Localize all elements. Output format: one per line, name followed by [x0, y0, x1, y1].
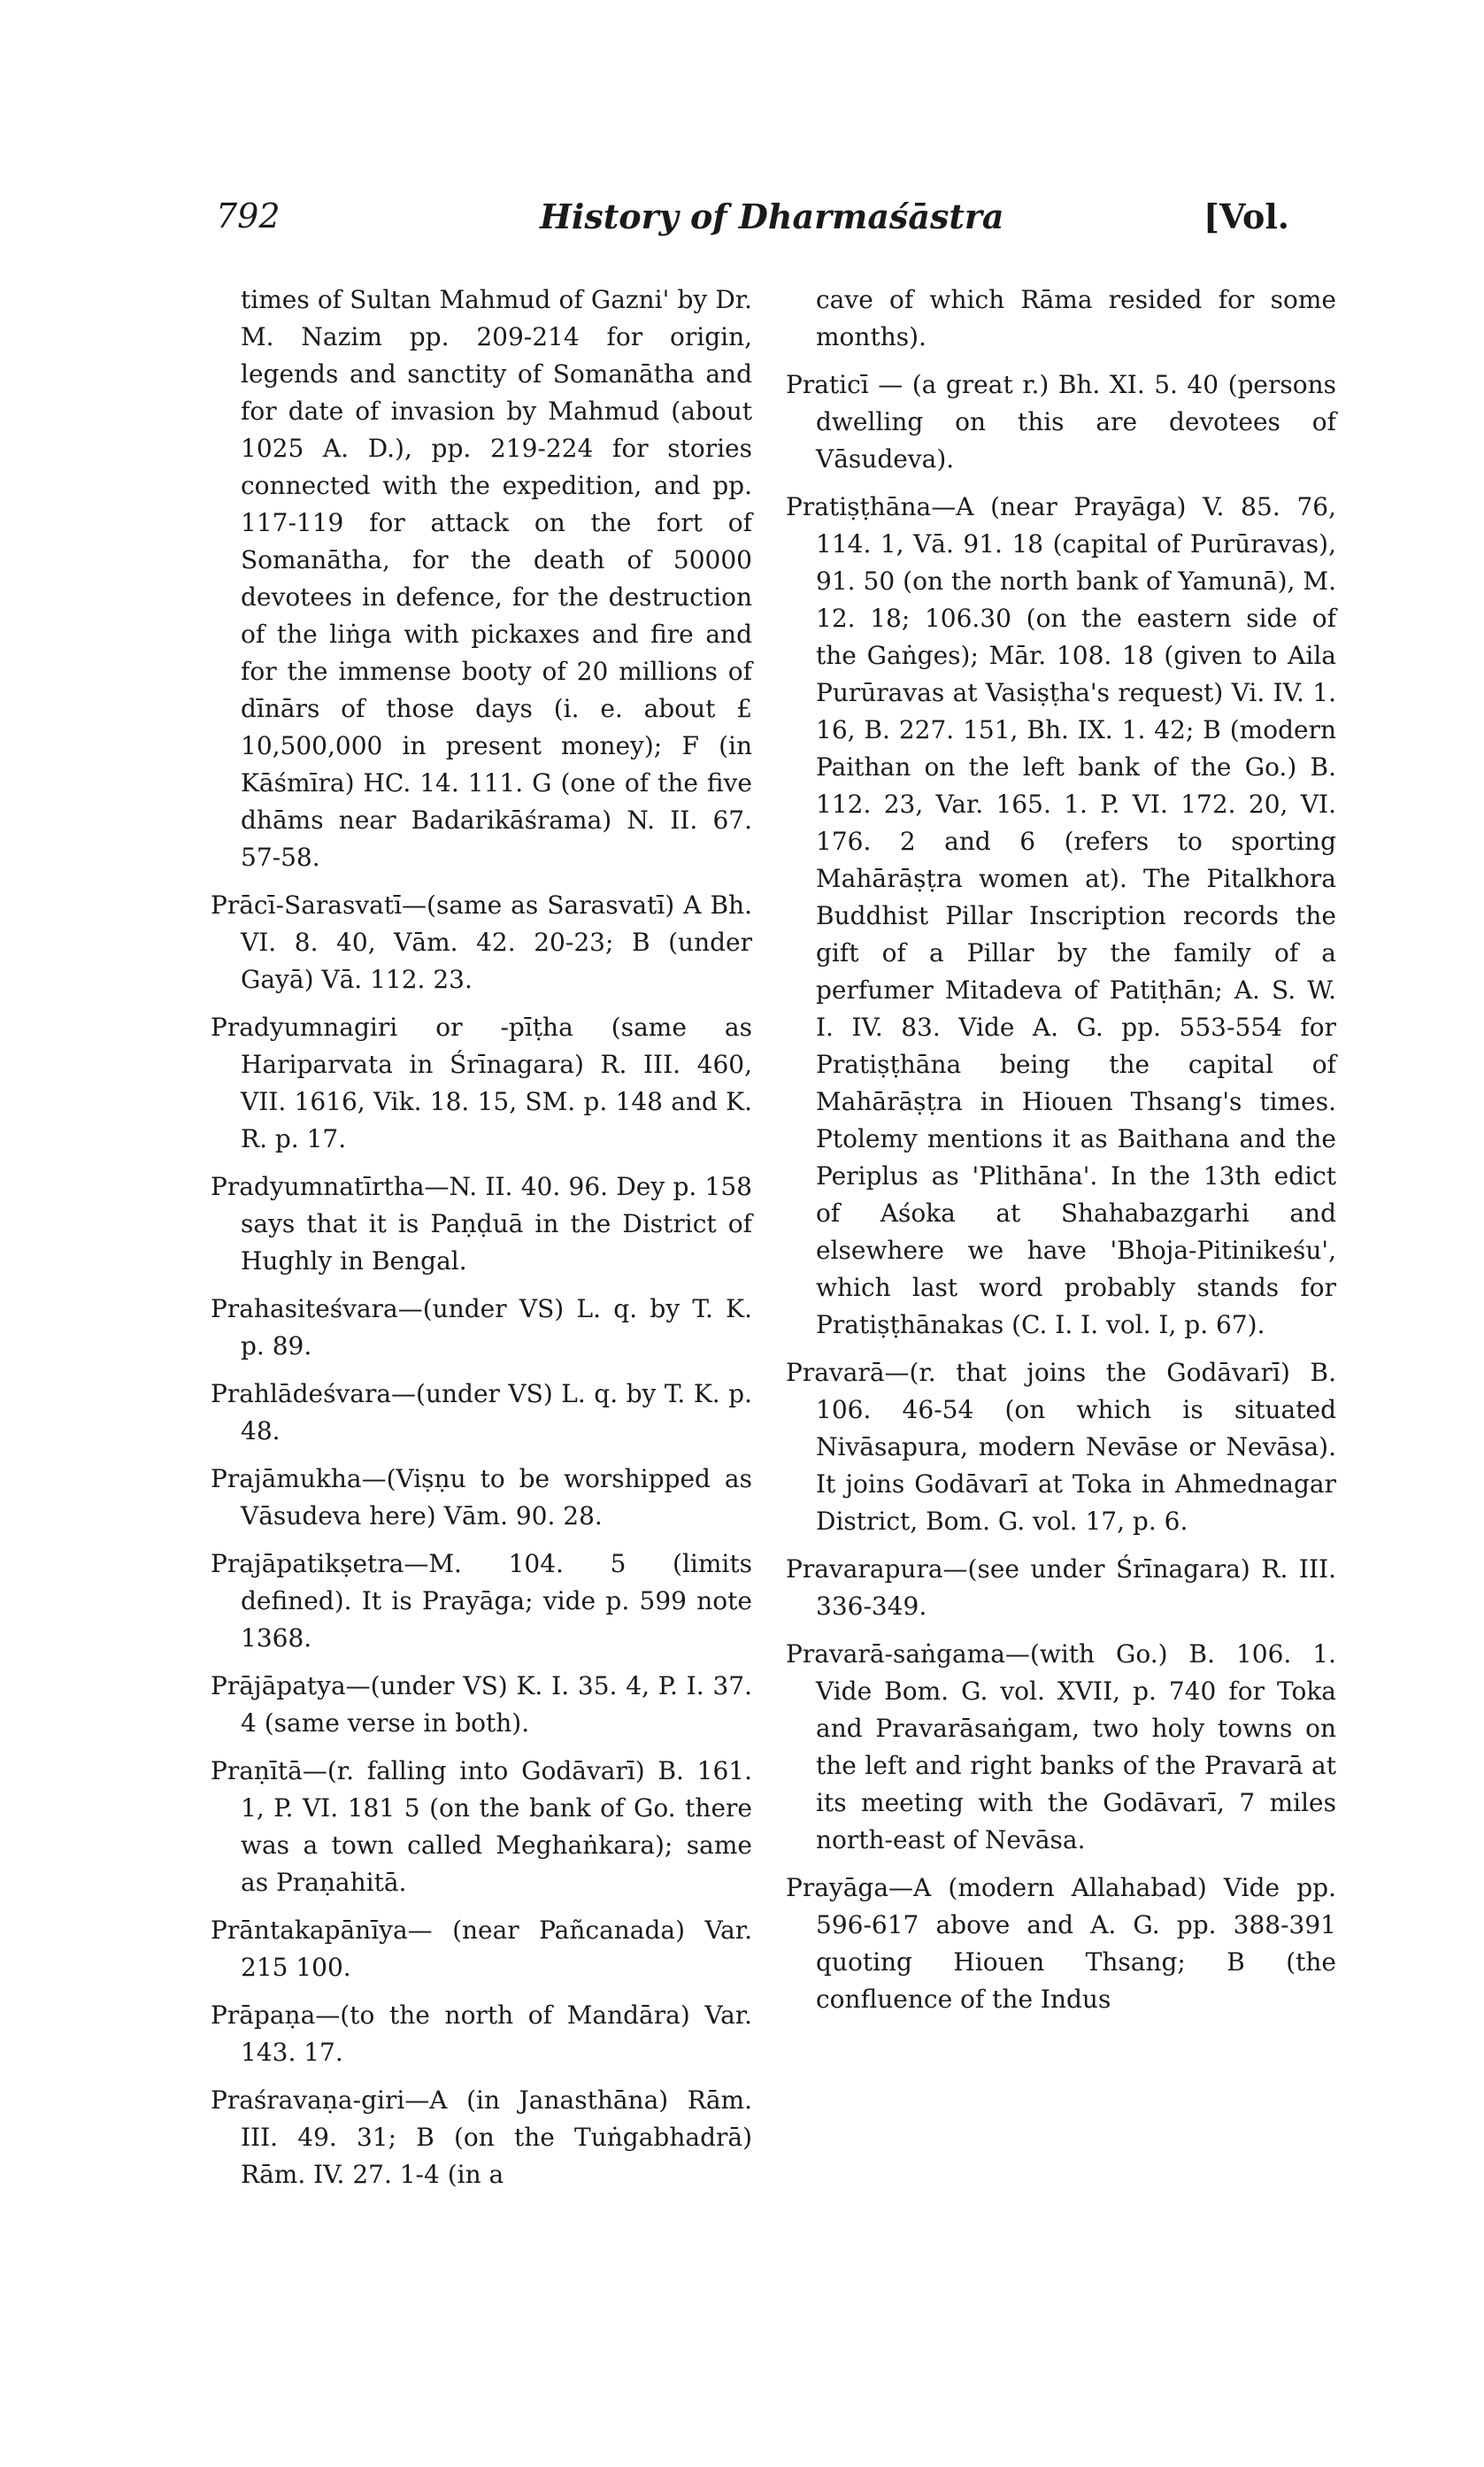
entry-prahasitesvara: Prahasiteśvara—(under VS) L. q. by T. K. p. 89. — [211, 1294, 752, 1361]
entry-prapana: Prāpaṇa—(to the north of Mandāra) Var. 143. 17. — [211, 2001, 752, 2067]
entry-continuation: times of Sultan Mahmud of Gazni' by Dr. M. Nazim pp. 209-214 for origin, legends and sanctity of Somanātha and for date of invasion by Mahmud (about 1025 A. D.), pp. 219-224 for stories connected with the expedition, and pp. 117-119 for attack on the fort of Somanātha, for the death of 50000 devotees in defence, for the destruction of the liṅga with pickaxes and fire and for the immense booty of 20 millions of dīnārs of those days (i. e. about £ 10,500,000 in present money); F (in Kāśmīra) HC. 14. 111. G (one of the five dhāms near Badarikāśrama) N. II. 67. 57-58. — [241, 285, 752, 872]
entry-pratici: Praticī — (a great r.) Bh. XI. 5. 40 (persons dwelling on this are devotees of Vāsudeva). — [786, 370, 1336, 474]
running-title: History of Dharmaśāstra — [540, 197, 1004, 236]
entry-prajapatya: Prājāpatya—(under VS) K. I. 35. 4, P. I. 37. 4 (same verse in both). — [211, 1671, 752, 1738]
volume-tag: [Vol. — [1203, 197, 1289, 236]
page-number: 792 — [216, 197, 281, 235]
entry-pranita: Praṇītā—(r. falling into Godāvarī) B. 161. 1, P. VI. 181 5 (on the bank of Go. there was a town called Meghaṅkara); same as Praṇahitā. — [211, 1756, 752, 1897]
entry-prajapatiksetra: Prajāpatikṣetra—M. 104. 5 (limits defined). It is Prayāga; vide p. 599 note 1368. — [211, 1549, 752, 1653]
entry-pradyumnagiri: Pradyumnagiri or -pīṭha (same as Hariparvata in Śrīnagara) R. III. 460, VII. 1616, Vik. 18. 15, SM. p. 148 and K. R. p. 17. — [211, 1013, 752, 1153]
entry-pradyumnatirtha: Pradyumnatīrtha—N. II. 40. 96. Dey p. 158 says that it is Paṇḍuā in the District of Hughly in Bengal. — [211, 1172, 752, 1276]
entry-prahladesvara: Prahlādeśvara—(under VS) L. q. by T. K. p. 48. — [211, 1379, 752, 1446]
page-header — [0, 197, 1484, 250]
entry-pravarapura: Pravarapura—(see under Śrīnagara) R. III. 336-349. — [786, 1554, 1336, 1621]
entry-praci-sarasvati: Prācī-Sarasvatī—(same as Sarasvatī) A Bh. VI. 8. 40, Vām. 42. 20-23; B (under Gayā) Vā. 112. 23. — [211, 890, 752, 994]
left-column — [211, 281, 752, 2204]
entry-pravara-sangama: Pravarā-saṅgama—(with Go.) B. 106. 1. Vide Bom. G. vol. XVII, p. 740 for Toka and Pravarāsaṅgam, two holy towns on the left and right banks of the Pravarā at its meeting with the Godāvarī, 7 miles north-east of Nevāsa. — [786, 1639, 1336, 1854]
entry-prantakapaniya: Prāntakapānīya— (near Pañcanada) Var. 215 100. — [211, 1916, 752, 1982]
entry-prayaga: Prayāga—A (modern Allahabad) Vide pp. 596-617 above and A. G. pp. 388-391 quoting Hiouen Thsang; B (the confluence of the Indus — [786, 1873, 1336, 2014]
entry-prasravana-giri: Praśravaṇa-giri—A (in Janasthāna) Rām. III. 49. 31; B (on the Tuṅgabhadrā) Rām. IV. 27. 1-4 (in a — [211, 2085, 752, 2189]
entry-pratisthana: Pratiṣṭhāna—A (near Prayāga) V. 85. 76, 114. 1, Vā. 91. 18 (capital of Purūravas), 91. 50 (on the north bank of Yamunā), M. 12. 18; 106.30 (on the eastern side of the Gaṅges); Mār. 108. 18 (given to Aila Purūravas at Vasiṣṭha's request) Vi. IV. 1. 16, B. 227. 151, Bh. IX. 1. 42; B (modern Paithan on the left bank of the Go.) B. 112. 23, Var. 165. 1. P. VI. 172. 20, VI. 176. 2 and 6 (refers to sporting Mahārāṣṭra women at). The Pitalkhora Buddhist Pillar Inscription records the gift of a Pillar by the family of a perfumer Mitadeva of Patiṭhān; A. S. W. I. IV. 83. Vide A. G. pp. 553-554 for Pratiṣṭhāna being the capital of Mahārāṣṭra in Hiouen Thsang's times. Ptolemy mentions it as Baithana and the Periplus as 'Plithāna'. In the 13th edict of Aśoka at Shahabazgarhi and elsewhere we have 'Bhoja-Pitinikeśu', which last word probably stands for Pratiṣṭhānakas (C. I. I. vol. I, p. 67). — [786, 492, 1336, 1339]
entry-prajamukha: Prajāmukha—(Viṣṇu to be worshipped as Vāsudeva here) Vām. 90. 28. — [211, 1464, 752, 1530]
entry-pravara: Pravarā—(r. that joins the Godāvarī) B. 106. 46-54 (on which is situated Nivāsapura, modern Nevāse or Nevāsa). It joins Godāvarī at Toka in Ahmednagar District, Bom. G. vol. 17, p. 6. — [786, 1358, 1336, 1536]
entry-continuation: cave of which Rāma resided for some months). — [816, 285, 1336, 351]
right-column — [786, 281, 1336, 2029]
